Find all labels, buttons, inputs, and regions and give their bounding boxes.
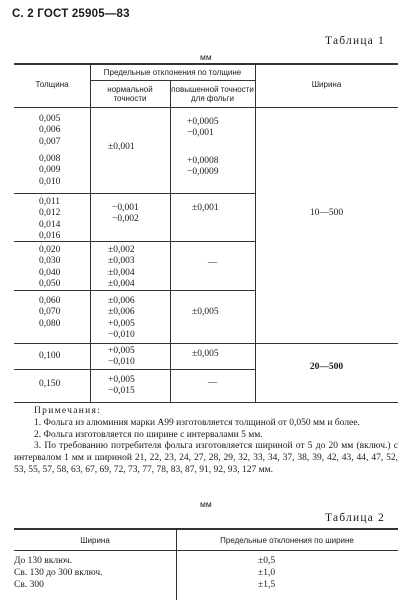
table1-increased-cell: +0,0008 −0,0009 bbox=[187, 156, 219, 178]
table1-normal-cell: −0,001 −0,002 bbox=[112, 203, 139, 225]
table2-header-deviation: Предельные отклонения по ширине bbox=[220, 536, 354, 545]
table1-thickness-cell: 0,011 0,012 0,014 0,016 bbox=[39, 197, 61, 241]
note-item: 3. По требованию потребителя фольга изготовляется шириной от 5 до 20 мм (включ.) с интервалом 1 мм и шириной 21, 22, 23, 24, 27, 28, 29, 32, 33, 34, 37, 38, 39, 42, 43, 44, 47, 52, 53, 55, 57, 58, 63, 67, 69, 72, 73, 77, 78, 83, 87, 91, 92, 93, 127 мм. bbox=[14, 441, 398, 475]
notes-heading: Примечания: bbox=[34, 406, 102, 416]
table1-header-thickness: Толщина bbox=[35, 80, 69, 89]
table1-header-normal-line1: нормальной bbox=[107, 85, 153, 94]
table1-thickness-cell: 0,020 0,030 0,040 0,050 bbox=[39, 245, 61, 289]
table1-col-divider bbox=[170, 80, 171, 402]
table2-header-bottom bbox=[14, 550, 398, 551]
table1-normal-cell: ±0,002 ±0,003 ±0,004 ±0,004 bbox=[108, 245, 135, 289]
table2-unit: мм bbox=[200, 499, 212, 509]
table1-row-divider bbox=[14, 343, 398, 344]
table2-header-width: Ширина bbox=[80, 536, 110, 545]
table1-width-cell: 10—500 bbox=[309, 208, 344, 218]
table1-row-divider bbox=[14, 369, 255, 370]
table1-increased-cell: ±0,005 bbox=[192, 349, 219, 359]
table2-title: Таблица 2 bbox=[325, 512, 385, 524]
table1-thickness-cell: 0,008 0,009 0,010 bbox=[39, 154, 61, 187]
table2-width-cell: До 130 включ. bbox=[14, 556, 72, 566]
table1-row-divider bbox=[14, 193, 255, 194]
table2-deviation-cell: ±0,5 bbox=[258, 556, 276, 566]
table1-header-deviation-group: Предельные отклонения по толщине bbox=[103, 68, 242, 77]
table1-increased-cell: — bbox=[207, 378, 218, 388]
note-item: 2. Фольга изготовляется по ширине с интервалами 5 мм. bbox=[34, 429, 263, 440]
table1-header-increased bbox=[170, 85, 255, 103]
table1-subheader-line bbox=[90, 80, 255, 81]
table1-col-divider bbox=[255, 64, 256, 402]
table2-width-cell: Св. 300 bbox=[14, 580, 44, 590]
table1-header-normal-line2: точности bbox=[113, 94, 147, 103]
table1-header-width: Ширина bbox=[311, 80, 342, 89]
table2-width-cell: Св. 130 до 300 включ. bbox=[14, 568, 103, 578]
notes-block bbox=[14, 406, 398, 477]
table1-normal-cell: ±0,001 bbox=[108, 142, 135, 152]
table1-header-increased-line2: для фольги bbox=[191, 94, 234, 103]
table1-col-divider bbox=[90, 64, 91, 402]
table1-header-normal bbox=[90, 85, 170, 103]
table1-normal-cell: +0,005 −0,015 bbox=[108, 375, 135, 397]
table1-thickness-cell: 0,100 bbox=[39, 351, 61, 361]
table1-thickness-cell: 0,060 0,070 0,080 bbox=[39, 296, 61, 329]
table1-normal-cell: ±0,006 ±0,006 +0,005 −0,010 bbox=[108, 296, 135, 340]
table1-increased-cell: — bbox=[207, 258, 218, 268]
table1-increased-cell: +0,0005 −0,001 bbox=[187, 117, 219, 139]
table1-top-border bbox=[14, 63, 398, 65]
table1-width-cell: 20—500 bbox=[309, 362, 344, 372]
table1-title: Таблица 1 bbox=[325, 35, 385, 47]
table1-normal-cell: +0,005 −0,010 bbox=[108, 346, 135, 368]
table1-unit: мм bbox=[200, 52, 212, 62]
page-header: С. 2 ГОСТ 25905—83 bbox=[12, 8, 130, 20]
table2-deviation-cell: ±1,5 bbox=[258, 580, 276, 590]
table1-increased-cell: ±0,005 bbox=[192, 307, 219, 317]
table1-thickness-cell: 0,005 0,006 0,007 bbox=[39, 114, 61, 147]
table2-top-border bbox=[14, 528, 398, 530]
table1-increased-cell: ±0,001 bbox=[192, 203, 219, 213]
table1-thickness-cell: 0,150 bbox=[39, 379, 61, 389]
table1-bottom-border bbox=[14, 402, 398, 403]
table1-header-bottom bbox=[14, 107, 398, 108]
note-item: 1. Фольга из алюминия марки А99 изготовляется толщиной от 0,050 мм и более. bbox=[34, 417, 360, 428]
table1-header-increased-line1: повышенной точности bbox=[171, 85, 254, 94]
table2-deviation-cell: ±1,0 bbox=[258, 568, 276, 578]
